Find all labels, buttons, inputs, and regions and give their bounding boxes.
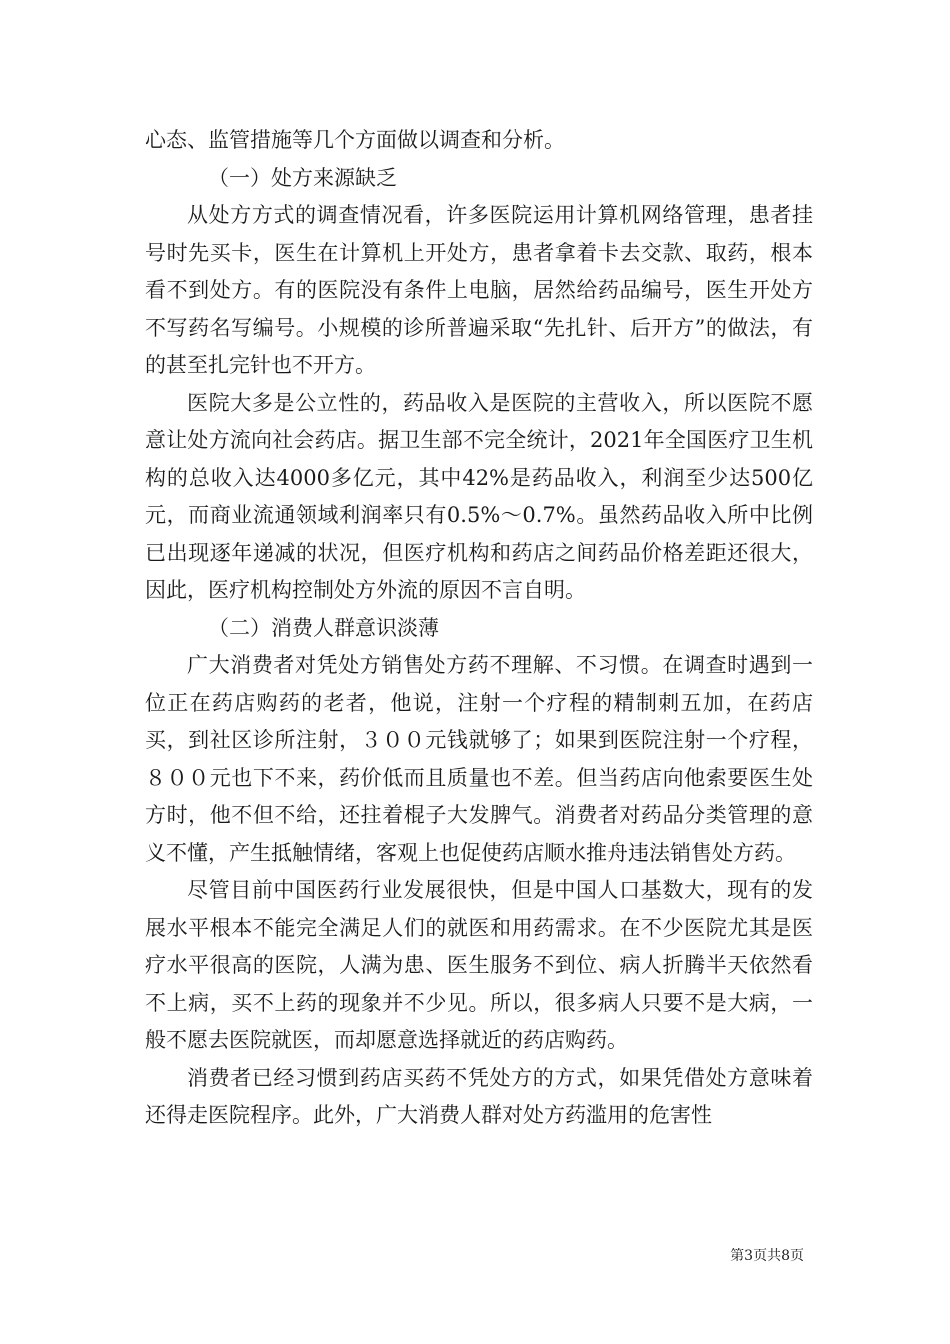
section-heading-1: （一）处方来源缺乏: [208, 165, 397, 190]
document-body: [145, 122, 813, 1135]
paragraph: 尽管目前中国医药行业发展很快，但是中国人口基数大，现有的发展水平根本不能完全满足人们的就医和用药需求。在不少医院尤其是医疗水平很高的医院，人满为患、医生服务不到位、病人折腾半天依然看不上病，买不上药的现象并不少见。所以，很多病人只要不是大病，一般不愿去医院就医，而却愿意选择就近的药店购药。: [145, 878, 813, 1052]
paragraph: 医院大多是公立性的，药品收入是医院的主营收入，所以医院不愿意让处方流向社会药店。据卫生部不完全统计，2021年全国医疗卫生机构的总收入达4000多亿元，其中42%是药品收入，利润至少达500亿元，而商业流通领域利润率只有0.5%～0.7%。虽然药品收入所中比例已出现逐年递减的状况，但医疗机构和药店之间药品价格差距还很大，因此，医疗机构控制处方外流的原因不言自明。: [145, 390, 813, 602]
section-heading-2: （二）消费人群意识淡薄: [208, 615, 439, 640]
page-number: 第3页共8页: [730, 1248, 804, 1264]
paragraph: 广大消费者对凭处方销售处方药不理解、不习惯。在调查时遇到一位正在药店购药的老者，他说，注射一个疗程的精制刺五加，在药店买，到社区诊所注射，３００元钱就够了；如果到医院注射一个疗程，８００元也下不来，药价低而且质量也不差。但当药店向他索要医生处方时，他不但不给，还拄着棍子大发脾气。消费者对药品分类管理的意义不懂，产生抵触情绪，客观上也促使药店顺水推舟违法销售处方药。: [145, 653, 813, 865]
paragraph: 消费者已经习惯到药店买药不凭处方的方式，如果凭借处方意味着还得走医院程序。此外，广大消费人群对处方药滥用的危害性: [145, 1065, 813, 1127]
paragraph: 从处方方式的调查情况看，许多医院运用计算机网络管理，患者挂号时先买卡，医生在计算机上开处方，患者拿着卡去交款、取药，根本看不到处方。有的医院没有条件上电脑，居然给药品编号，医生开处方不写药名写编号。小规模的诊所普遍采取“先扎针、后开方”的做法，有的甚至扎完针也不开方。: [145, 203, 813, 377]
paragraph-continuation: 心态、监管措施等几个方面做以调查和分析。: [145, 128, 565, 152]
